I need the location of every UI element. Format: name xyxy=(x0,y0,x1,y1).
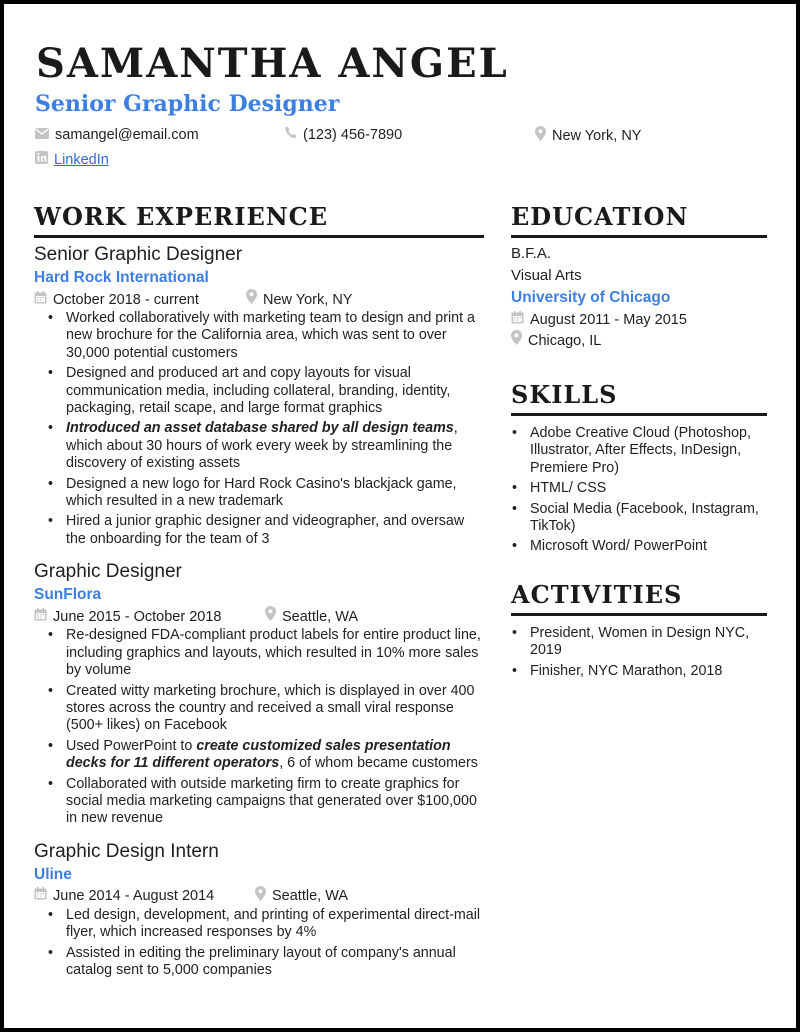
skills-heading: SKILLS xyxy=(511,380,618,409)
job-bullets xyxy=(34,627,484,827)
location-text: New York, NY xyxy=(552,128,642,144)
work-experience-heading: WORK EXPERIENCE xyxy=(34,202,329,231)
bullet-text: Assisted in editing the preliminary layout of company's annual catalog sent to 5,000 companies xyxy=(66,944,456,978)
skills-rule xyxy=(511,413,767,416)
job-company: Hard Rock International xyxy=(34,269,209,286)
job-role: Senior Graphic Designer xyxy=(34,244,243,265)
calendar-icon xyxy=(511,310,524,330)
job-bullets xyxy=(34,907,484,980)
skills-section xyxy=(511,425,767,559)
envelope-icon xyxy=(35,126,49,144)
education-field: Visual Arts xyxy=(511,267,582,284)
job-meta xyxy=(34,606,484,627)
map-pin-icon xyxy=(511,330,522,351)
education-dates xyxy=(511,309,767,330)
job-location xyxy=(255,886,348,907)
bullet-text: , which about 30 hours of work every week by streamlining the discovery of existing assets xyxy=(66,420,458,472)
job-meta xyxy=(34,886,484,907)
activities-heading: ACTIVITIES xyxy=(511,580,683,609)
skill-item: • Social Media (Facebook, Instagram, TikTok) xyxy=(530,501,767,536)
linkedin-icon xyxy=(35,151,48,169)
education-section xyxy=(511,243,767,351)
phone-text: (123) 456-7890 xyxy=(303,127,403,143)
bullet-text: Designed and produced art and copy layouts for visual communication media, including collateral, branding, identity, packaging, retail scape, and large format graphics xyxy=(66,365,451,417)
bullet-text: Hired a junior graphic designer and videographer, and oversaw the onboarding for the team of 3 xyxy=(66,513,465,547)
bullet-text: Worked collaboratively with marketing team to design and print a new brochure for the California area, which was sent to over 30,000 potential customers xyxy=(66,310,475,361)
activities-section xyxy=(511,625,767,683)
skill-item: • HTML/ CSS xyxy=(530,480,767,497)
job-dates-text: June 2015 - October 2018 xyxy=(53,608,222,625)
candidate-title: Senior Graphic Designer xyxy=(35,91,340,117)
skills-list xyxy=(511,425,767,556)
bullet-text: Led design, development, and printing of experimental direct-mail flyer, which increased responses by 4% xyxy=(66,906,481,941)
job-dates xyxy=(34,886,214,906)
activities-rule xyxy=(511,613,767,616)
education-location-text: Chicago, IL xyxy=(528,332,602,349)
job-bullet xyxy=(66,945,484,980)
map-pin-icon xyxy=(265,606,276,627)
bullet-text: , 6 of whom became customers xyxy=(279,755,478,772)
job-entry xyxy=(34,840,484,980)
education-heading: EDUCATION xyxy=(511,202,689,231)
job-bullet xyxy=(66,776,484,828)
job-bullet xyxy=(66,365,484,417)
phone-icon xyxy=(285,126,297,144)
bullet-text: Re-designed FDA-compliant product labels for entire product line, including graphics and layouts, which resulted in 10% more sales by volume xyxy=(66,627,481,679)
map-pin-icon xyxy=(246,289,257,310)
job-dates xyxy=(34,290,199,310)
job-entry xyxy=(34,243,484,548)
education-rule xyxy=(511,235,767,238)
activity-item: • President, Women in Design NYC, 2019 xyxy=(530,625,767,660)
job-role: Graphic Designer xyxy=(34,561,182,583)
job-bullet xyxy=(66,907,484,942)
job-location-text: Seattle, WA xyxy=(272,888,349,905)
contact-phone xyxy=(285,126,402,144)
job-dates-text: October 2018 - current xyxy=(53,291,199,308)
job-bullet xyxy=(66,513,484,548)
map-pin-icon xyxy=(535,126,546,146)
calendar-icon xyxy=(34,886,47,906)
job-meta xyxy=(34,289,484,310)
education-dates-text: August 2011 - May 2015 xyxy=(530,311,687,328)
job-bullet xyxy=(66,310,484,362)
candidate-name: SAMANTHA ANGEL xyxy=(36,40,509,87)
education-location xyxy=(511,330,767,351)
bullet-text: Used PowerPoint to xyxy=(66,737,197,754)
work-experience-section xyxy=(34,243,484,991)
activity-item: • Finisher, NYC Marathon, 2018 xyxy=(530,663,767,680)
job-bullet xyxy=(66,476,484,511)
bullet-emphasis: Introduced an asset database shared by all design teams xyxy=(66,420,454,437)
contact-email xyxy=(35,126,199,144)
job-bullets xyxy=(34,310,484,548)
job-bullet xyxy=(66,627,484,679)
job-location xyxy=(265,606,358,627)
bullet-text: Created witty marketing brochure, which is displayed in over 400 stores across the country and received a small viral response (500+ likes) on Facebook xyxy=(66,682,475,734)
bullet-text: Collaborated with outside marketing firm to create graphics for social media marketing campaigns that generated over $100,000 in new revenue xyxy=(66,775,477,827)
skill-item: • Microsoft Word/ PowerPoint xyxy=(530,538,767,555)
education-school: University of Chicago xyxy=(511,289,671,306)
job-dates xyxy=(34,607,221,627)
bullet-text: Designed a new logo for Hard Rock Casino's blackjack game, which resulted in a new trademark xyxy=(66,475,457,510)
education-degree: B.F.A. xyxy=(511,245,552,262)
job-dates-text: June 2014 - August 2014 xyxy=(53,888,215,905)
work-experience-rule xyxy=(34,235,484,238)
job-bullet xyxy=(66,738,484,773)
job-location xyxy=(246,289,352,310)
email-text: samangel@email.com xyxy=(55,127,199,143)
bullet-emphasis: create customized sales presentation decks for 11 different operators xyxy=(66,737,451,772)
job-location-text: Seattle, WA xyxy=(282,608,359,625)
calendar-icon xyxy=(34,607,47,627)
contact-location xyxy=(535,126,641,146)
skill-item: • Adobe Creative Cloud (Photoshop, Illustrator, After Effects, InDesign, Premiere Pro) xyxy=(530,425,767,477)
contact-linkedin xyxy=(35,151,109,169)
job-company: SunFlora xyxy=(34,586,102,604)
linkedin-link[interactable]: LinkedIn xyxy=(54,152,109,168)
map-pin-icon xyxy=(255,886,266,907)
job-role: Graphic Design Intern xyxy=(34,840,219,862)
job-bullet xyxy=(66,420,484,472)
job-entry xyxy=(34,560,484,827)
calendar-icon xyxy=(34,290,47,310)
resume-page xyxy=(4,4,796,1028)
activities-list xyxy=(511,625,767,680)
job-bullet xyxy=(66,683,484,735)
job-location-text: New York, NY xyxy=(263,291,353,308)
job-company: Uline xyxy=(34,865,72,883)
